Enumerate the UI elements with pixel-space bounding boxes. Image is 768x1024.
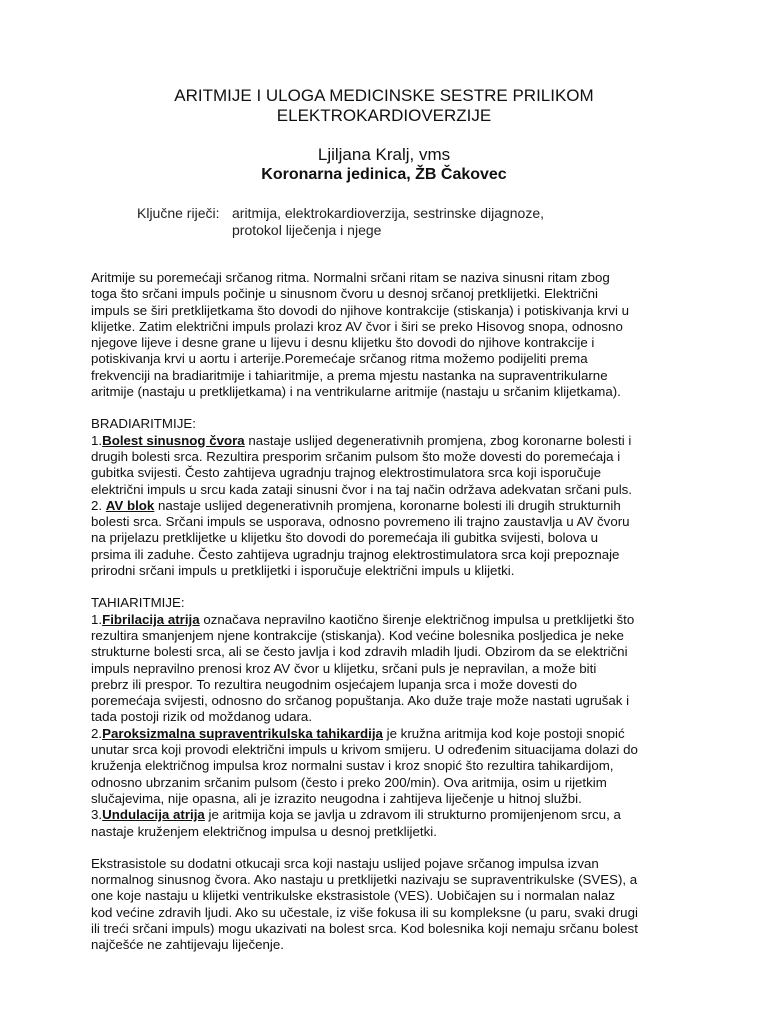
author-name: Ljiljana Kralj, vms: [317, 145, 451, 164]
list-item: [91, 807, 691, 823]
list-item: [91, 726, 691, 742]
text-line: slučajevima, nije opasna, ali je izrazito neugodna i zahtijeva liječenje u hitnoj službi.: [91, 790, 582, 806]
text-line: ili treći srčani impuls) mogu ukazivati na bolest srca. Kod bolesnika koji nemaju srčanu bolest: [91, 920, 638, 936]
text-line: odnosno ubrzanim srčanim pulsom (često i preko 200/min). Ova aritmija, osim u rijetkim: [91, 774, 607, 790]
text-line: bolesti srca. Srčani impuls se usporava, odnosno povremeno ili trajno zaustavlja u AV čvoru: [91, 514, 630, 530]
term-fibrilacija-atrija: Fibrilacija atrija: [102, 611, 200, 627]
item-number: 2.: [91, 497, 106, 513]
list-item: [91, 612, 691, 628]
text-line: gubitka svijesti. Često zahtijeva ugradnju trajnog elektrostimulatora srca koji isporučuje: [91, 465, 601, 481]
text-line: označava nepravilno kaotično širenje električnog impulsa u pretklijetki što: [199, 611, 635, 627]
text-line: rezultira smanjenjem njene kontrakcije (stiskanja). Kod većine bolesnika posljedica je neke: [91, 627, 624, 643]
document-body: [91, 270, 691, 954]
tachyarrhythmia-section: [91, 595, 691, 839]
text-line: nastaje uslijed degenerativnih promjena, koronarne bolesti ili drugih strukturnih: [154, 497, 621, 513]
text-line: toga što srčani impuls počinje u sinusnom čvoru u desnoj srčanoj pretklijetki. Električni: [91, 286, 598, 302]
title-line-2: ELEKTROKARDIOVERZIJE: [276, 106, 492, 125]
text-line: aritmije (nastaju u pretklijetkama) i na ventrikularne aritmije (nastaju u srčanim klijetkama).: [91, 384, 621, 400]
text-line: normalnog sinusnog čvora. Ako nastaju u pretklijetki nazivaju se supraventrikulske (SVES), a: [91, 872, 638, 888]
intro-paragraph: [91, 270, 691, 400]
text-line: kruženja električnog impulsa kroz normalni sustav i kroz snopić što rezultira tahikardijom,: [91, 758, 614, 774]
list-item: [91, 498, 691, 514]
text-line: prebrz ili prespor. To rezultira neugodnim osjećajem lupanja srca i može dovesti do: [91, 676, 578, 692]
term-psvt: Paroksizmalna supraventrikulska tahikardija: [102, 725, 383, 741]
item-number: 2.: [91, 725, 103, 741]
text-line: njegove lijeve i desne grane u lijevu i desnu klijetku što dovodi do njihove kontrakcije i: [91, 335, 595, 351]
section-heading: BRADIARITMIJE:: [91, 416, 196, 432]
section-heading: TAHIARITMIJE:: [91, 595, 185, 611]
text-line: one koje nastaju u klijetki ventrikulske ekstrasistole (VES). Uobičajen su i normalan nalaz: [91, 888, 615, 904]
keywords: [137, 205, 657, 239]
text-line: Aritmije su poremećaji srčanog ritma. Normalni srčani ritam se naziva sinusni ritam zbog: [91, 270, 610, 285]
term-bolest-sinusnog-cvora: Bolest sinusnog čvora: [102, 432, 245, 448]
keywords-line-1: aritmija, elektrokardioverzija, sestrinske dijagnoze,: [232, 205, 545, 221]
text-line: frekvenciji na bradiaritmije i tahiaritmije, a prema mjestu nastanka na supraventrikularne: [91, 367, 608, 383]
bradyarrhythmia-section: [91, 416, 691, 579]
term-undulacija-atrija: Undulacija atrija: [102, 807, 205, 823]
text-line: najčešće ne zahtijevaju liječenje.: [91, 937, 284, 953]
text-line: drugih bolesti srca. Rezultira presporim srčanim pulsom što može dovesti do poremećaja i: [91, 448, 621, 464]
text-line: tada postoji rizik od moždanog udara.: [91, 709, 313, 725]
text-line: je kružna aritmija kod koje postoji snopić: [382, 725, 625, 741]
text-line: prirodni srčani impuls u pretklijetki i isporučuje električni impuls u klijetki.: [91, 563, 515, 579]
title-line-1: ARITMIJE I ULOGA MEDICINSKE SESTRE PRILIKOM: [174, 86, 594, 105]
term-av-blok: AV blok: [105, 497, 155, 513]
text-line: na prijelazu pretklijetke u klijetku što dovodi do poremećaja ili gubitka svijesti, bolova u: [91, 530, 599, 546]
item-number: 1.: [91, 432, 103, 448]
text-line: Ekstrasistole su dodatni otkucaji srca koji nastaju uslijed pojave srčanog impulsa izvan: [91, 855, 599, 871]
item-number: 3.: [91, 807, 103, 823]
text-line: nastaje kruženjem električnog impulsa u desnoj pretklijetki.: [91, 823, 437, 839]
text-line: je aritmija koja se javlja u zdravom ili strukturno promijenjenom srcu, a: [204, 807, 621, 823]
extrasystole-paragraph: [91, 856, 691, 954]
text-line: poremećaja svijesti, odnosno do srčanog popuštanja. Ako duže traje može nastati ugrušak i: [91, 693, 630, 709]
text-line: impuls nepravilno prenosi kroz AV čvor u klijetku, srčani puls je nepravilan, a može biti: [91, 660, 597, 676]
text-line: nastaje uslijed degenerativnih promjena, zbog koronarne bolesti i: [244, 432, 632, 448]
text-line: kod većine zdravih ljudi. Ako su učestale, iz više fokusa ili su kompleksne (u paru, svaki drugi: [91, 904, 638, 920]
text-line: potiskivanja krvi u aortu i arterije.Poremećaje srčanog ritma možemo podijeliti prema: [91, 351, 588, 367]
list-item: [91, 433, 691, 449]
document-title: [0, 86, 768, 126]
affiliation: Koronarna jedinica, ŽB Čakovec: [261, 166, 507, 183]
text-line: električni impuls u srcu kada zataji sinusni čvor i na taj način održava adekvatan srčani puls.: [91, 481, 633, 497]
text-line: impuls se širi pretklijetkama što dovodi do njihove kontrakcije (stiskanja) i potiskivanja krvi u: [91, 302, 630, 318]
item-number: 1.: [91, 611, 103, 627]
text-line: strukturne bolesti srca, ali se često javlja i kod zdravih mladih ljudi. Obzirom da se električni: [91, 644, 628, 660]
text-line: unutar srca koji provodi električni impuls u krivom smijeru. U određenim situacijama dolazi do: [91, 742, 638, 758]
text-line: prsima ili zaduhe. Često zahtijeva ugradnju trajnog elektrostimulatora srca koji prepoznaje: [91, 546, 620, 562]
keywords-label: Ključne riječi:: [137, 205, 220, 221]
keywords-line-2: protokol liječenja i njege: [232, 222, 382, 238]
text-line: klijetke. Zatim električni impuls prolazi kroz AV čvor i širi se preko Hisovog snopa, odnosno: [91, 318, 623, 334]
